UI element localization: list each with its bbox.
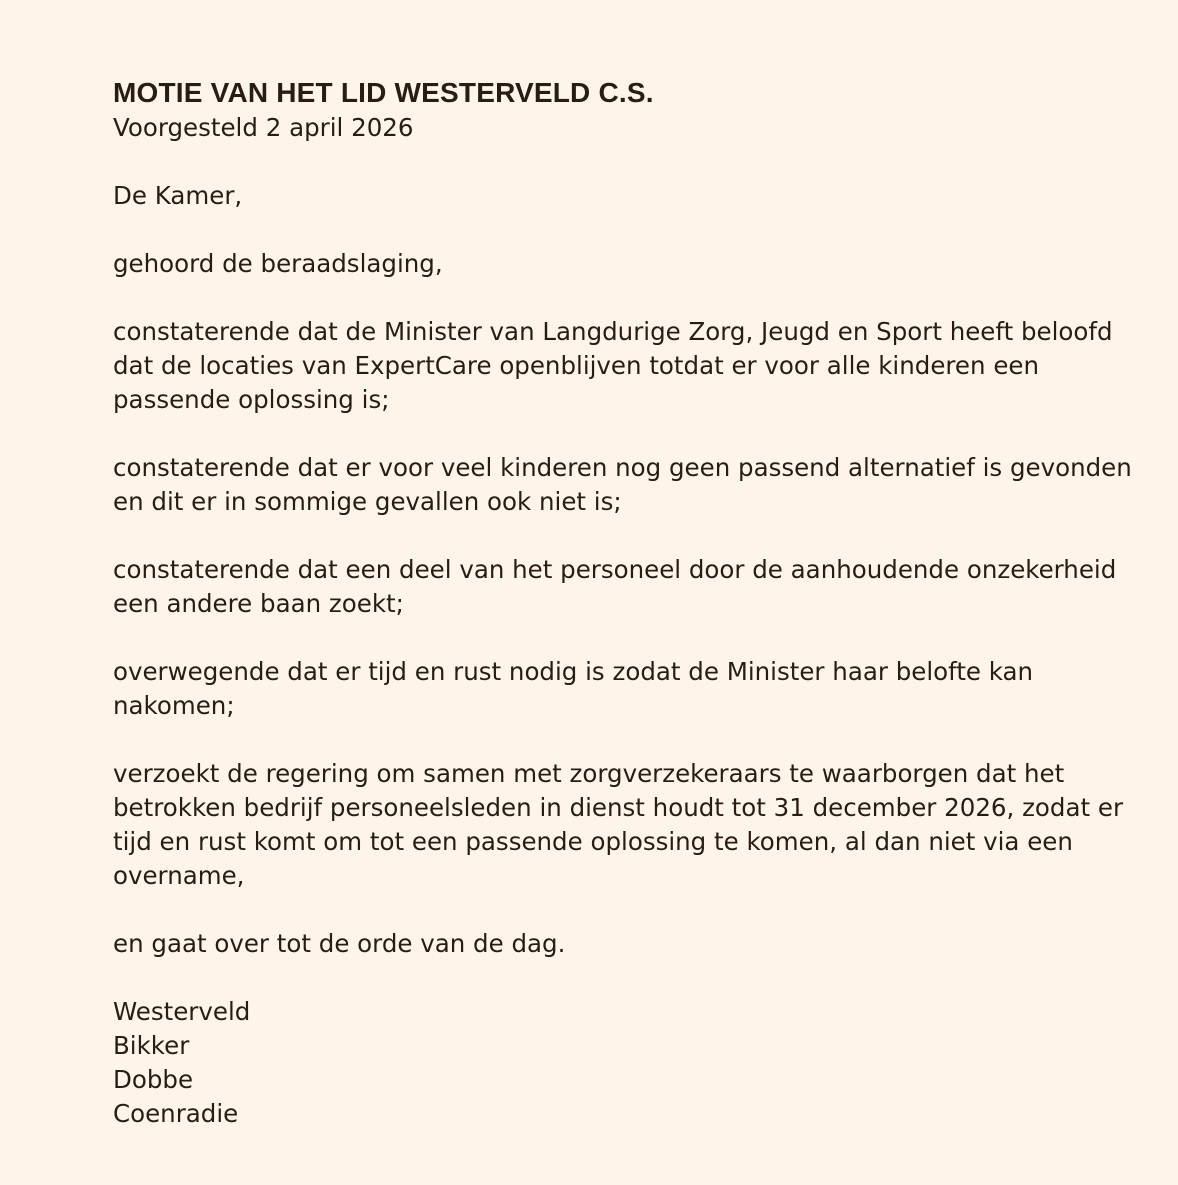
consideration-4: overwegende dat er tijd en rust nodig is zodat de Minister haar belofte kan nakomen; [113, 657, 1034, 720]
consideration-1: constaterende dat de Minister van Langdurige Zorg, Jeugd en Sport heeft beloofd dat de locaties van ExpertCare openblijven totdat er voor alle kinderen een passende oplossing is; [113, 317, 1113, 414]
consideration-3: constaterende dat een deel van het personeel door de aanhoudende onzekerheid een andere baan zoekt; [113, 555, 1117, 618]
signers-list [113, 995, 1153, 1131]
motion-title: MOTIE VAN HET LID WESTERVELD C.S. [113, 77, 654, 108]
signer-name: Westerveld [113, 997, 251, 1026]
signer-name: Coenradie [113, 1099, 239, 1128]
consideration-2: constaterende dat er voor veel kinderen nog geen passend alternatief is gevonden en dit er in sommige gevallen ook niet is; [113, 453, 1132, 516]
signer-name: Bikker [113, 1031, 190, 1060]
closing-clause: en gaat over tot de orde van de dag. [113, 929, 566, 958]
motion-document [113, 75, 1153, 1131]
signer-name: Dobbe [113, 1065, 194, 1094]
motion-date: Voorgesteld 2 april 2026 [113, 113, 414, 142]
request-clause: verzoekt de regering om samen met zorgverzekeraars te waarborgen dat het betrokken bedrijf personeelsleden in dienst houdt tot 31 december 2026, zodat er tijd en rust komt om tot een passende oplossing te komen, al dan niet via een overname, [113, 759, 1124, 890]
salutation: De Kamer, [113, 181, 243, 210]
preamble: gehoord de beraadslaging, [113, 249, 443, 278]
